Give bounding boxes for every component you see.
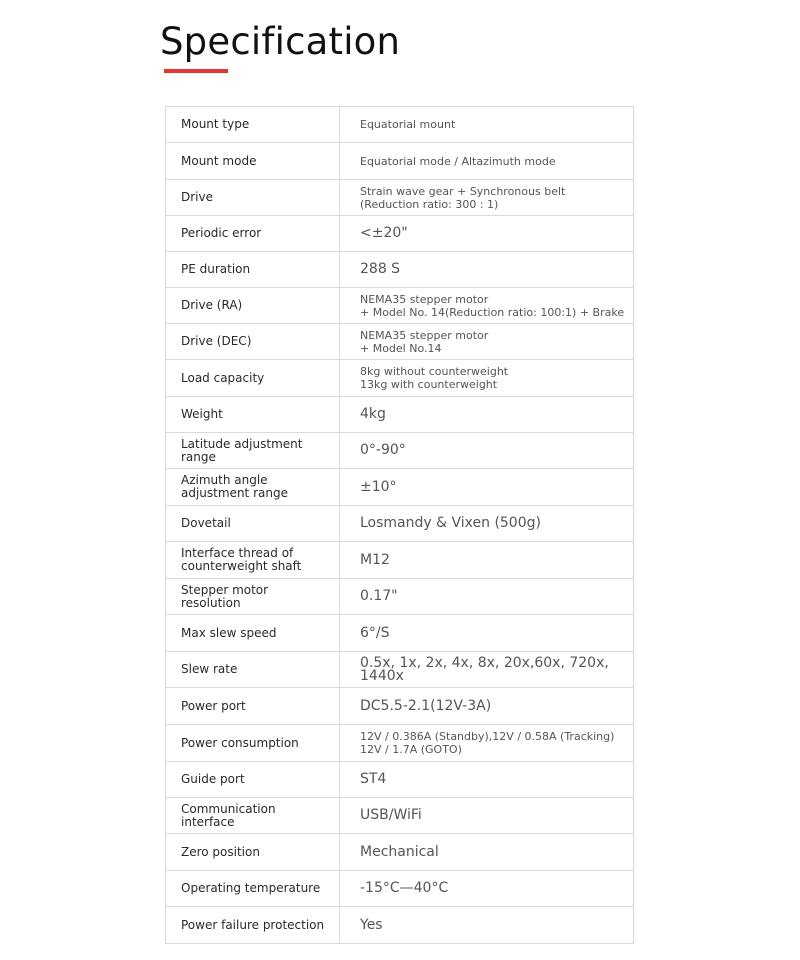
spec-value: 6°/S <box>340 615 634 652</box>
spec-row <box>166 506 634 542</box>
spec-label: PE duration <box>166 252 340 288</box>
spec-row <box>166 798 634 834</box>
spec-value: NEMA35 stepper motor + Model No. 14(Reduction ratio: 100:1) + Brake <box>340 288 634 324</box>
spec-row <box>166 907 634 944</box>
spec-label: Stepper motor resolution <box>166 579 340 615</box>
spec-value: 0.5x, 1x, 2x, 4x, 8x, 20x,60x, 720x, 1440x <box>340 652 634 688</box>
spec-row <box>166 433 634 469</box>
spec-value: -15°C—40°C <box>340 871 634 907</box>
spec-label: Drive (RA) <box>166 288 340 324</box>
spec-row <box>166 834 634 871</box>
spec-row <box>166 725 634 762</box>
spec-label: Max slew speed <box>166 615 340 652</box>
spec-table <box>165 106 634 944</box>
spec-row <box>166 762 634 798</box>
spec-label: Zero position <box>166 834 340 871</box>
spec-value: Mechanical <box>340 834 634 871</box>
spec-value: 288 S <box>340 252 634 288</box>
spec-label: Power consumption <box>166 725 340 762</box>
spec-value: ST4 <box>340 762 634 798</box>
spec-label: Azimuth angle adjustment range <box>166 469 340 506</box>
spec-row <box>166 871 634 907</box>
spec-value: Equatorial mount <box>340 107 634 143</box>
spec-value: M12 <box>340 542 634 579</box>
spec-label: Mount mode <box>166 143 340 180</box>
spec-value: 8kg without counterweight 13kg with counterweight <box>340 360 634 397</box>
spec-label: Periodic error <box>166 216 340 252</box>
spec-row <box>166 652 634 688</box>
spec-label: Mount type <box>166 107 340 143</box>
spec-label: Weight <box>166 397 340 433</box>
spec-label: Slew rate <box>166 652 340 688</box>
spec-label: Dovetail <box>166 506 340 542</box>
spec-row <box>166 324 634 360</box>
spec-value: 0°-90° <box>340 433 634 469</box>
spec-row <box>166 360 634 397</box>
spec-value: Losmandy & Vixen (500g) <box>340 506 634 542</box>
spec-label: Interface thread of counterweight shaft <box>166 542 340 579</box>
spec-row <box>166 252 634 288</box>
spec-label: Latitude adjustment range <box>166 433 340 469</box>
spec-row <box>166 615 634 652</box>
spec-value: USB/WiFi <box>340 798 634 834</box>
spec-value: Equatorial mode / Altazimuth mode <box>340 143 634 180</box>
spec-row <box>166 688 634 725</box>
spec-label: Power port <box>166 688 340 725</box>
spec-value: DC5.5-2.1(12V-3A) <box>340 688 634 725</box>
spec-row <box>166 216 634 252</box>
spec-value: ±10° <box>340 469 634 506</box>
spec-label: Drive <box>166 180 340 216</box>
spec-row <box>166 180 634 216</box>
spec-value: 0.17" <box>340 579 634 615</box>
spec-label: Drive (DEC) <box>166 324 340 360</box>
spec-row <box>166 288 634 324</box>
spec-label: Load capacity <box>166 360 340 397</box>
spec-label: Operating temperature <box>166 871 340 907</box>
spec-value: NEMA35 stepper motor + Model No.14 <box>340 324 634 360</box>
spec-value: Yes <box>340 907 634 944</box>
spec-label: Power failure protection <box>166 907 340 944</box>
spec-row <box>166 143 634 180</box>
spec-label: Communication interface <box>166 798 340 834</box>
spec-value: 4kg <box>340 397 634 433</box>
spec-row <box>166 469 634 506</box>
spec-row <box>166 542 634 579</box>
spec-row <box>166 107 634 143</box>
spec-value: 12V / 0.386A (Standby),12V / 0.58A (Tracking) 12V / 1.7A (GOTO) <box>340 725 634 762</box>
spec-value: <±20" <box>340 216 634 252</box>
spec-row <box>166 397 634 433</box>
title-underline <box>164 69 228 73</box>
spec-row <box>166 579 634 615</box>
spec-value: Strain wave gear + Synchronous belt (Reduction ratio: 300 : 1) <box>340 180 634 216</box>
spec-label: Guide port <box>166 762 340 798</box>
page-title: Specification <box>160 20 401 63</box>
